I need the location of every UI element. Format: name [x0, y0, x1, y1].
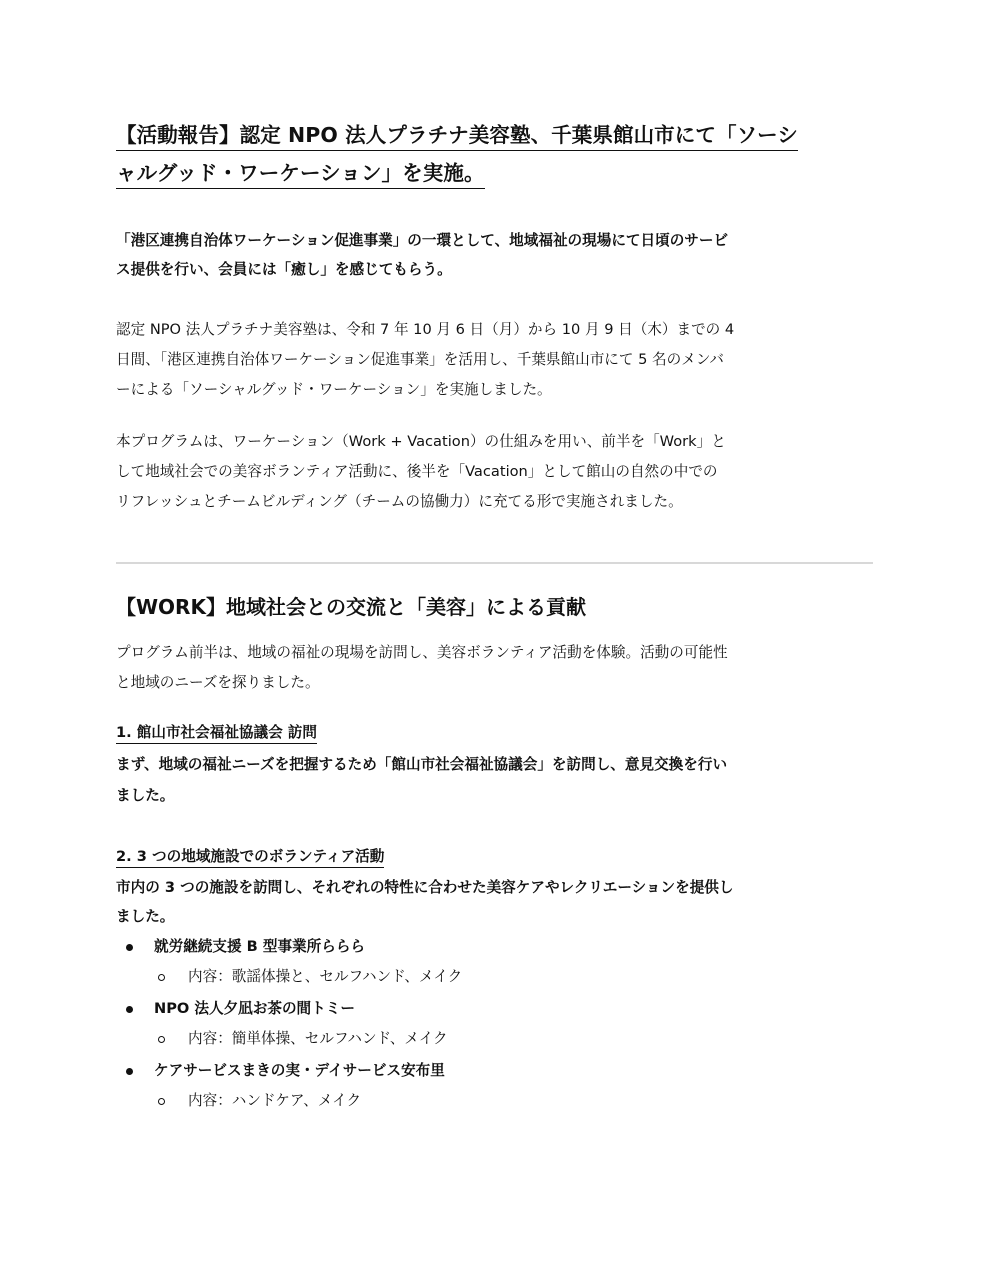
bullet-dot-icon	[126, 1006, 133, 1013]
document-title-line-1	[116, 120, 798, 150]
bullet-dot-icon	[126, 1068, 133, 1075]
title-text-1: 【活動報告】認定 NPO 法人プラチナ美容塾、千葉県館山市にて「ソーシ	[116, 123, 798, 151]
facility-1-name: 就労継続支援 B 型事業所ららら	[154, 938, 366, 955]
item2-heading-text: 2. 3 つの地域施設でのボランティア活動	[116, 848, 384, 868]
item2-line-2: ました。	[116, 908, 175, 925]
facility-2-name: NPO 法人夕凪お茶の間トミー	[154, 1000, 355, 1017]
lead-line-2: ス提供を行い、会員には「癒し」を感じてもらう。	[116, 261, 452, 278]
title-text-2: ャルグッド・ワーケーション」を実施。	[116, 161, 485, 189]
bullet-circle-icon	[158, 974, 165, 981]
intro-line-3: ーによる「ソーシャルグッド・ワーケーション」を実施しました。	[116, 381, 552, 398]
work-section-heading: 【WORK】地域社会との交流と「美容」による貢献	[116, 595, 586, 619]
work-intro-line-1: プログラム前半は、地域の福祉の現場を訪問し、美容ボランティア活動を体験。活動の可能性	[116, 644, 728, 661]
program-line-2: して地域社会での美容ボランティア活動に、後半を「Vacation」として館山の自然の中での	[116, 463, 718, 480]
program-line-1: 本プログラムは、ワーケーション（Work + Vacation）の仕組みを用い、前半を「Work」と	[116, 433, 726, 450]
bullet-dot-icon	[126, 944, 133, 951]
item1-line-2: ました。	[116, 787, 175, 804]
item2-line-1: 市内の 3 つの施設を訪問し、それぞれの特性に合わせた美容ケアやレクリエーションを提供し	[116, 879, 734, 896]
facility-2-detail: 内容：簡単体操、セルフハンド、メイク	[188, 1030, 448, 1047]
item1-line-1: まず、地域の福祉ニーズを把握するため「館山市社会福祉協議会」を訪問し、意見交換を行い	[116, 756, 728, 773]
intro-line-1: 認定 NPO 法人プラチナ美容塾は、令和 7 年 10 月 6 日（月）から 10 月 9 日（木）までの 4	[116, 321, 735, 338]
facility-1-detail: 内容：歌謡体操と、セルフハンド、メイク	[188, 968, 463, 985]
program-line-3: リフレッシュとチームビルディング（チームの協働力）に充てる形で実施されました。	[116, 493, 683, 510]
intro-line-2: 日間、「港区連携自治体ワーケーション促進事業」を活用し、千葉県館山市にて 5 名のメンバ	[116, 351, 725, 368]
document-title-line-2	[116, 158, 485, 188]
lead-line-1: 「港区連携自治体ワーケーション促進事業」の一環として、地域福祉の現場にて日頃のサービ	[116, 232, 729, 249]
item1-heading-text: 1. 館山市社会福祉協議会 訪問	[116, 724, 317, 744]
facility-3-name: ケアサービスまきの実・デイサービス安布里	[154, 1062, 445, 1079]
item2-heading	[116, 846, 384, 868]
facility-3-detail: 内容：ハンドケア、メイク	[188, 1092, 362, 1109]
bullet-circle-icon	[158, 1098, 165, 1105]
section-divider	[116, 562, 873, 564]
item1-heading	[116, 722, 317, 744]
bullet-circle-icon	[158, 1036, 165, 1043]
work-intro-line-2: と地域のニーズを探りました。	[116, 674, 320, 691]
